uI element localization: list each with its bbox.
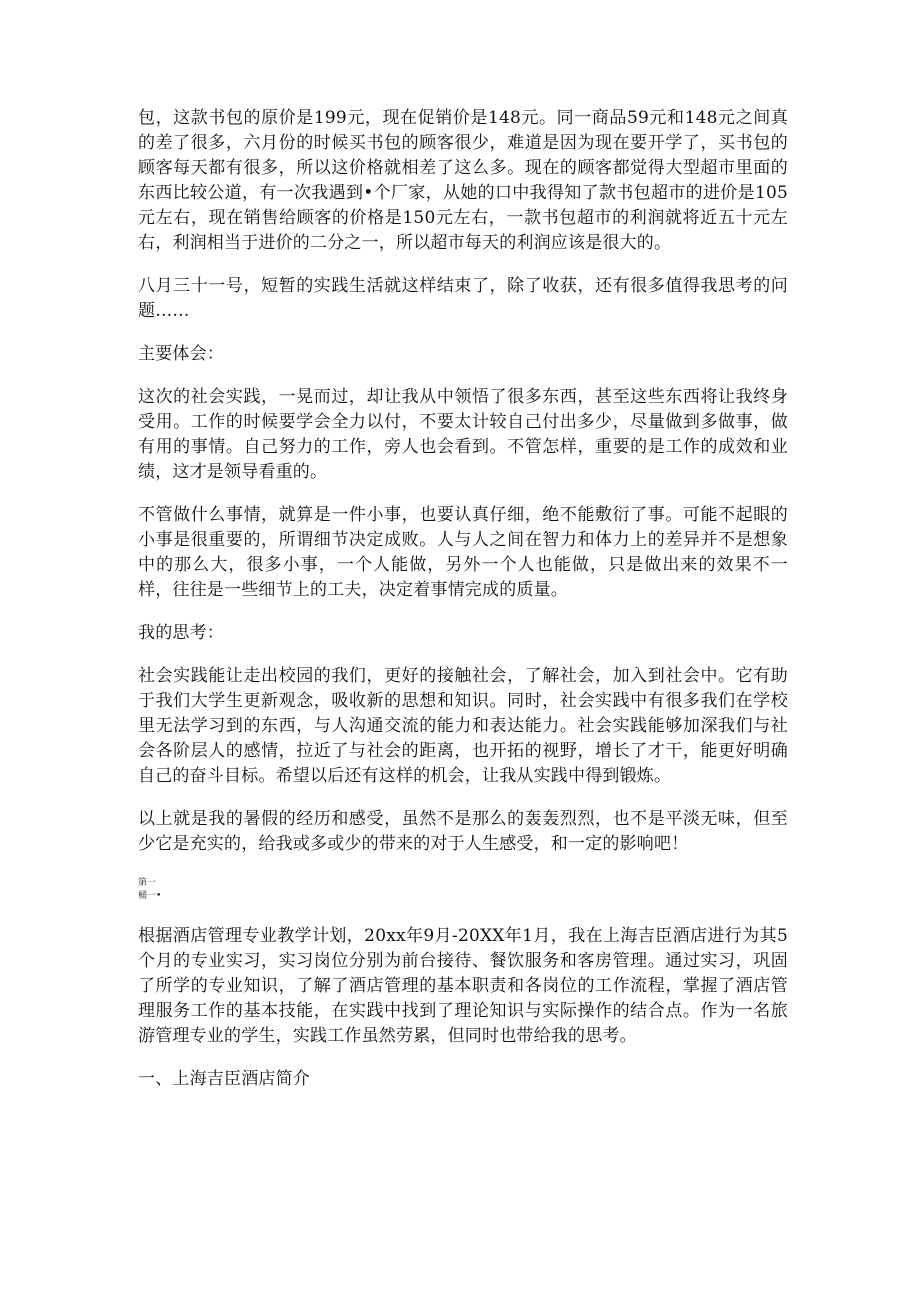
paragraph-bookbag-price: 包，这款书包的原价是199元，现在促销价是148元。同一商品59元和148元之间真的差了很多，六月份的时候买书包的顾客很少，难道是因为现在要开学了，买书包的顾客每天都有很多，所以这价格就相差了这么多。现在的顾客都觉得大型超市里面的东西比较公道，有一次我遇到•个厂家，从她的口中我得知了款书包超市的进价是105元左右，现在销售给顾客的价格是150元左右，一款书包超市的利润就将近五十元左右，利润相当于进价的二分之一，所以超市每天的利润应该是很大的。 — [138, 108, 788, 253]
document-page — [138, 106, 788, 1092]
section-heading-hotel-intro: 一、上海吉臣酒店简介 — [138, 1069, 310, 1089]
paragraph-summer-summary: 以上就是我的暑假的经历和感受，虽然不是那么的轰轰烈烈，也不是平淡无味，但至少它是充实的，给我或多或少的带来的对于人生感受，和一定的影响吧！ — [138, 809, 788, 854]
paragraph-practice-end: 八月三十一号，短暂的实践生活就这样结束了，除了收获，还有很多值得我思考的问题…… — [138, 276, 788, 321]
paragraph-experience-work: 这次的社会实践，一晃而过，却让我从中领悟了很多东西，甚至这些东西将让我终身受用。工作的时候要学会全力以付，不要太计较自己付出多少，尽量做到多做事，做有用的事情。自己努力的工作，旁人也会看到。不管怎样，重要的是工作的成效和业绩，这才是领导看重的。 — [138, 387, 788, 482]
paragraph-details-matter: 不管做什么事情，就算是一件小事，也要认真仔细，绝不能敷衍了事。可能不起眼的小事是很重要的，所谓细节决定成败。人与人之间在智力和体力上的差异并不是想象中的那么大，很多小事，一个人能做，另外一个人也能做，只是做出来的效果不一样，往往是一些细节上的工夫，决定着事情完成的质量。 — [138, 505, 788, 600]
heading-main-experience: 主要体会： — [138, 344, 224, 364]
small-note-line-1: 第一 — [138, 878, 157, 888]
paragraph-hotel-internship: 根据酒店管理专业教学计划，20xx年9月-20XX年1月，我在上海吉臣酒店进行为其5个月的专业实习，实习岗位分别为前台接待、餐饮服务和客房管理。通过实习，巩固了所学的专业知识，了解了酒店管理的基本职责和各岗位的工作流程，掌握了酒店管理服务工作的基本技能，在实践中找到了理论知识与实际操作的结合点。作为一名旅游管理专业的学生，实践工作虽然劳累，但同时也带给我的思考。 — [138, 926, 788, 1046]
small-note — [138, 877, 788, 903]
small-note-line-2: 桶一• — [138, 891, 162, 901]
paragraph-social-practice: 社会实践能让走出校园的我们，更好的接触社会，了解社会，加入到社会中。它有助于我们大学生更新观念，吸收新的思想和知识。同时，社会实践中有很多我们在学校里无法学习到的东西，与人沟通交流的能力和表达能力。社会实践能够加深我们与社会各阶层人的感情，拉近了与社会的距离，也开拓的视野，增长了才干，能更好明确自己的奋斗目标。希望以后还有这样的机会，让我从实践中得到锻炼。 — [138, 666, 788, 786]
heading-my-thoughts: 我的思考： — [138, 623, 224, 643]
